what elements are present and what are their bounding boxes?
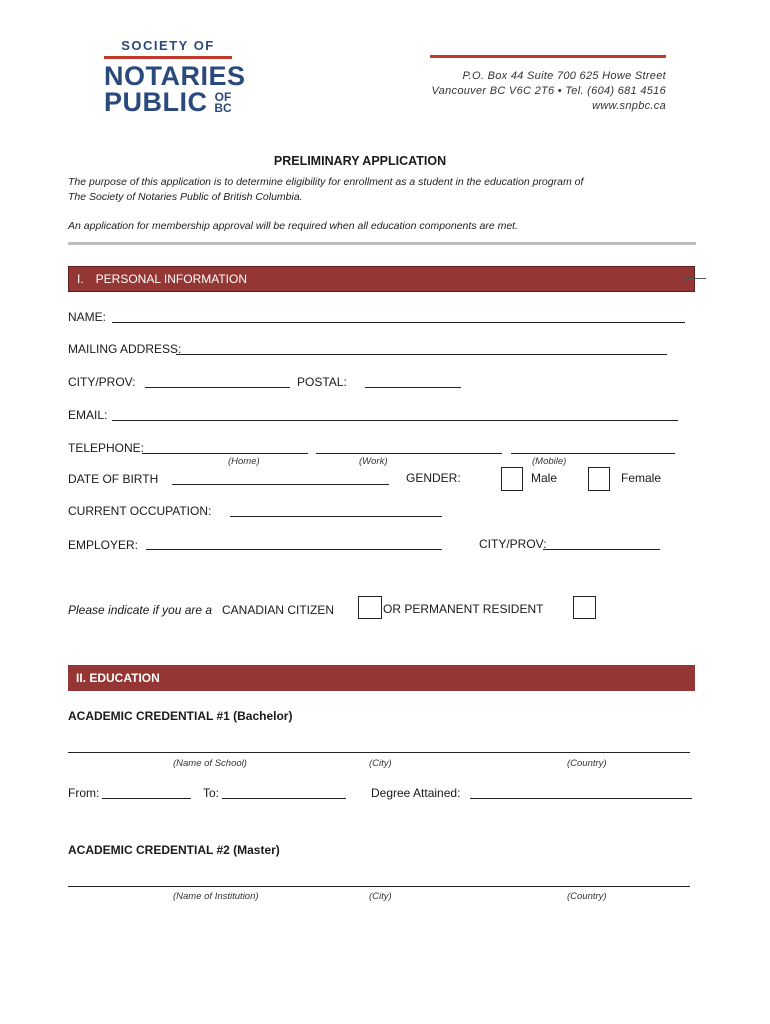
telephone-work-field[interactable] — [316, 453, 502, 454]
telephone-mobile-field[interactable] — [511, 453, 675, 454]
employer-city-prov-field[interactable] — [543, 549, 660, 550]
logo-public: PUBLIC — [104, 87, 208, 117]
canadian-citizen-checkbox[interactable] — [358, 596, 382, 619]
citizen-prompt: Please indicate if you are a — [68, 603, 213, 617]
section-title: II. EDUCATION — [76, 671, 160, 685]
telephone-mobile-hint: (Mobile) — [532, 456, 567, 467]
credential-1-to-field[interactable] — [222, 798, 346, 799]
section-personal-information-header — [68, 266, 695, 292]
margin-mark — [684, 278, 706, 279]
email-field[interactable] — [112, 420, 678, 421]
section-title: PERSONAL INFORMATION — [95, 272, 248, 286]
gender-label: GENDER: — [406, 471, 461, 485]
logo-of-bc — [212, 92, 234, 114]
logo-bc: BC — [214, 101, 232, 115]
canadian-citizen-label: CANADIAN CITIZEN — [222, 603, 335, 617]
contact-address-2: Vancouver BC V6C 2T6 • Tel. (604) 681 4516 — [431, 85, 666, 97]
male-label: Male — [531, 471, 558, 485]
dob-field[interactable] — [172, 484, 389, 485]
male-checkbox[interactable] — [501, 467, 523, 491]
employer-label: EMPLOYER: — [68, 538, 139, 552]
logo-notaries: NOTARIES — [104, 61, 246, 91]
section-number: I. — [77, 272, 84, 286]
credential-1-degree-field[interactable] — [470, 798, 692, 799]
logo-rule — [104, 56, 232, 59]
intro-line-2: The Society of Notaries Public of British Columbia. — [68, 191, 303, 203]
logo-society-of: SOCIETY OF — [121, 38, 215, 53]
female-checkbox[interactable] — [588, 467, 610, 491]
female-label: Female — [621, 471, 662, 485]
credential-1-country-hint: (Country) — [567, 758, 607, 769]
name-label: NAME: — [68, 310, 107, 324]
permanent-resident-checkbox[interactable] — [573, 596, 596, 619]
credential-2-heading: ACADEMIC CREDENTIAL #2 (Master) — [68, 843, 280, 857]
employer-city-prov-label: CITY/PROV: — [479, 537, 547, 551]
occupation-field[interactable] — [230, 516, 442, 517]
postal-field[interactable] — [365, 387, 461, 388]
occupation-label: CURRENT OCCUPATION: — [68, 504, 212, 518]
credential-1-to-label: To: — [203, 786, 220, 800]
contact-address-1: P.O. Box 44 Suite 700 625 Howe Street — [462, 70, 666, 82]
credential-2-city-hint: (City) — [369, 891, 392, 902]
page-title: PRELIMINARY APPLICATION — [273, 154, 447, 168]
permanent-resident-label: OR PERMANENT RESIDENT — [383, 602, 544, 616]
credential-1-degree-label: Degree Attained: — [371, 786, 461, 800]
credential-1-city-hint: (City) — [369, 758, 392, 769]
city-prov-field[interactable] — [145, 387, 290, 388]
postal-label: POSTAL: — [297, 375, 347, 389]
divider — [68, 242, 696, 245]
city-prov-label: CITY/PROV: — [68, 375, 136, 389]
mailing-address-label: MAILING ADDRESS: — [68, 342, 182, 356]
credential-2-country-hint: (Country) — [567, 891, 607, 902]
telephone-home-field[interactable] — [142, 453, 308, 454]
section-education-header — [68, 665, 695, 691]
credential-2-institution-hint: (Name of Institution) — [173, 891, 259, 902]
telephone-label: TELEPHONE: — [68, 441, 145, 455]
contact-website: www.snpbc.ca — [592, 100, 666, 112]
employer-field[interactable] — [146, 549, 442, 550]
credential-1-from-label: From: — [68, 786, 100, 800]
logo-of: OF — [214, 90, 232, 104]
credential-1-heading: ACADEMIC CREDENTIAL #1 (Bachelor) — [68, 709, 293, 723]
telephone-home-hint: (Home) — [228, 456, 260, 467]
intro-line-3: An application for membership approval will be required when all education components are met. — [68, 220, 518, 232]
name-field[interactable] — [112, 322, 685, 323]
credential-2-institution-field[interactable] — [68, 886, 690, 887]
telephone-work-hint: (Work) — [359, 456, 388, 467]
dob-label: DATE OF BIRTH — [68, 472, 159, 486]
credential-1-from-field[interactable] — [102, 798, 191, 799]
credential-1-school-field[interactable] — [68, 752, 690, 753]
email-label: EMAIL: — [68, 408, 108, 422]
contact-rule — [430, 55, 666, 58]
intro-line-1: The purpose of this application is to determine eligibility for enrollment as a student in the education program of — [68, 176, 584, 188]
credential-1-school-hint: (Name of School) — [173, 758, 247, 769]
mailing-address-field[interactable] — [176, 354, 667, 355]
